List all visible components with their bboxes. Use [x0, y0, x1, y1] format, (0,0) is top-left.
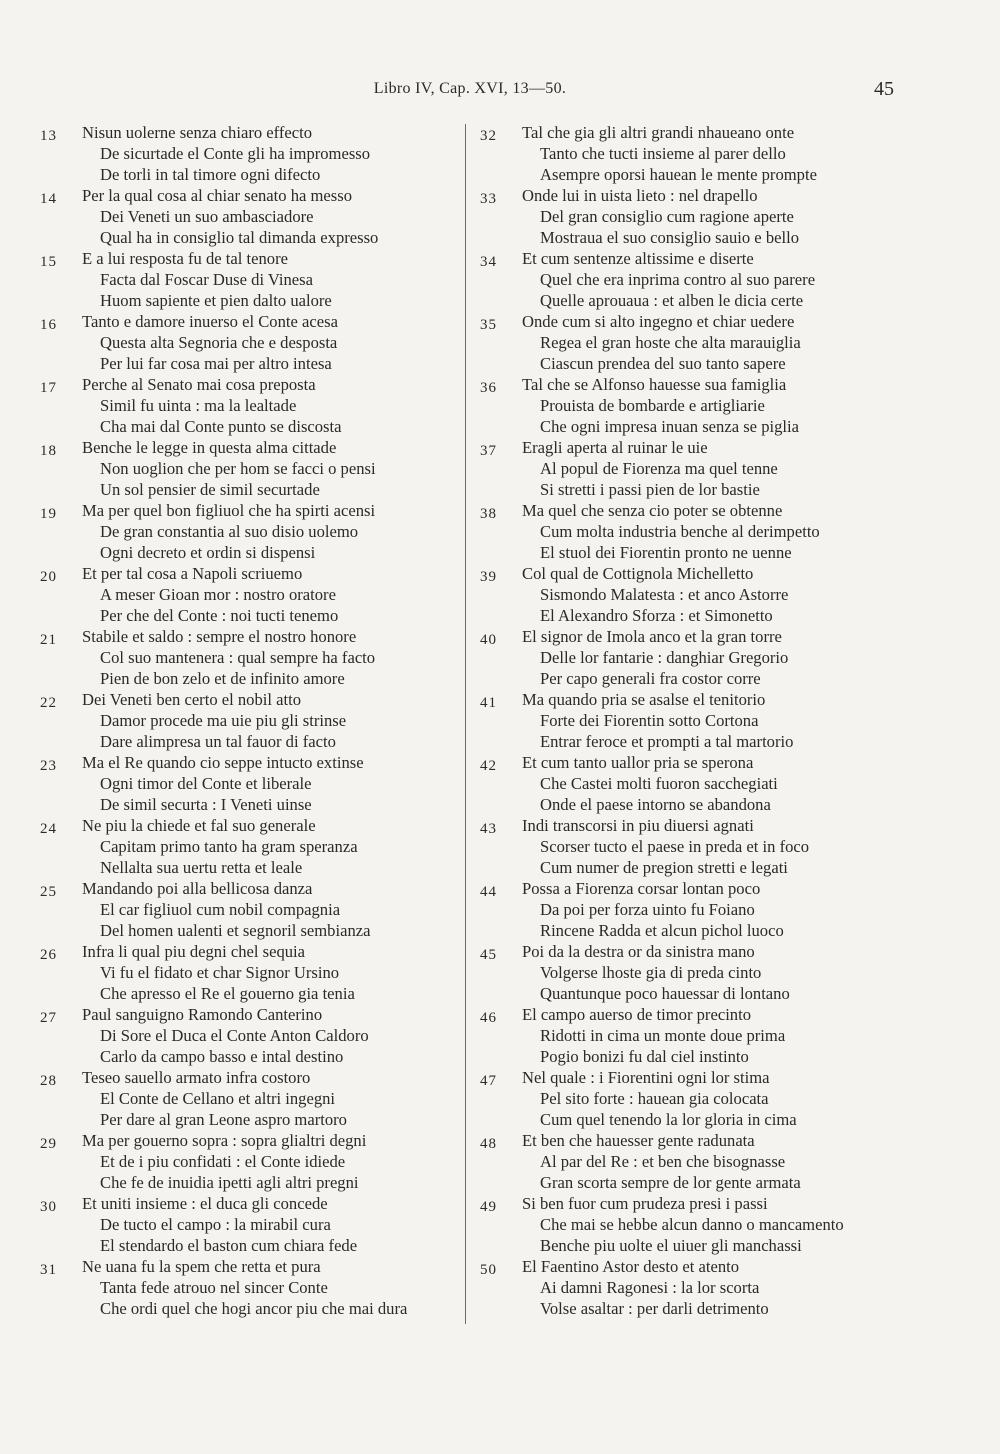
verse-line: Che ordi quel che hogi ancor piu che mai dura [100, 1299, 408, 1318]
verse-line: Tanta fede atrouo nel sincer Conte [100, 1278, 328, 1297]
stanza-number: 29 [40, 1136, 57, 1152]
verse-line: Cum quel tenendo la lor gloria in cima [540, 1110, 797, 1129]
verse-line: Tanto e damore inuerso el Conte acesa [82, 312, 338, 331]
verse-line: Simil fu uinta : ma la lealtade [100, 396, 297, 415]
stanza [40, 815, 460, 878]
stanza [480, 311, 900, 374]
stanza [480, 248, 900, 311]
running-title: Libro IV, Cap. XVI, 13—50. [373, 80, 567, 97]
stanza-number: 49 [480, 1199, 497, 1215]
verse-line: El car figliuol cum nobil compagnia [100, 900, 341, 919]
stanza [40, 437, 460, 500]
verse-line: El signor de Imola anco et la gran torre [522, 627, 782, 646]
stanza-number: 47 [480, 1073, 497, 1089]
stanza-number: 15 [40, 254, 57, 270]
stanza-number: 18 [40, 443, 57, 459]
stanza [40, 311, 460, 374]
stanza-number: 38 [480, 506, 497, 522]
stanza [40, 878, 460, 941]
verse-line: Dei Veneti un suo ambasciadore [100, 207, 314, 226]
stanza-number: 50 [480, 1262, 497, 1278]
verse-line: Dare alimpresa un tal fauor di facto [100, 732, 336, 751]
verse-line: Damor procede ma uie piu gli strinse [100, 711, 347, 730]
verse-line: Onde el paese intorno se abandona [540, 795, 771, 814]
verse-line: E a lui resposta fu de tal tenore [82, 249, 288, 268]
stanza [480, 122, 900, 185]
stanza-number: 43 [480, 821, 497, 837]
verse-line: Ma quando pria se asalse el tenitorio [522, 690, 766, 709]
verse-line: Ma el Re quando cio seppe intucto extinse [82, 753, 364, 772]
stanza [40, 626, 460, 689]
verse-line: Nellalta sua uertu retta et leale [100, 858, 303, 877]
verse-line: Nel quale : i Fiorentini ogni lor stima [522, 1068, 770, 1087]
verse-line: Ridotti in cima un monte doue prima [540, 1026, 786, 1045]
stanza-number: 23 [40, 758, 57, 774]
stanza [480, 941, 900, 1004]
verse-line: El Conte de Cellano et altri ingegni [100, 1089, 336, 1108]
verse-line: Asempre oporsi hauean le mente prompte [540, 165, 817, 184]
page-header [0, 78, 1000, 104]
verse-line: Ciascun prendea del suo tanto sapere [540, 354, 786, 373]
right-column [480, 122, 900, 1319]
stanza [480, 1130, 900, 1193]
verse-line: Per capo generali fra costor corre [540, 669, 761, 688]
stanza-number: 22 [40, 695, 57, 711]
verse-line: Huom sapiente et pien dalto ualore [100, 291, 332, 310]
stanza-number: 17 [40, 380, 57, 396]
stanza [480, 437, 900, 500]
stanza [40, 941, 460, 1004]
stanza [40, 1130, 460, 1193]
verse-line: Che apresso el Re el gouerno gia tenia [100, 984, 355, 1003]
verse-line: Sismondo Malatesta : et anco Astorre [540, 585, 789, 604]
verse-line: Capitam primo tanto ha gram speranza [100, 837, 358, 856]
verse-line: Da poi per forza uinto fu Foiano [540, 900, 755, 919]
stanza [480, 626, 900, 689]
verse-line: Mandando poi alla bellicosa danza [82, 879, 313, 898]
verse-line: Quelle aprouaua : et alben le dicia certe [540, 291, 804, 310]
verse-line: Ma per quel bon figliuol che ha spirti acensi [82, 501, 376, 520]
verse-line: Al par del Re : et ben che bisognasse [540, 1152, 786, 1171]
stanza-number: 25 [40, 884, 57, 900]
verse-line: Tal che gia gli altri grandi nhaueano onte [522, 123, 795, 142]
verse-line: Facta dal Foscar Duse di Vinesa [100, 270, 313, 289]
verse-line: Perche al Senato mai cosa preposta [82, 375, 316, 394]
left-column [40, 122, 460, 1319]
verse-line: Che Castei molti fuoron sacchegiati [540, 774, 778, 793]
verse-line: Pien de bon zelo et de infinito amore [100, 669, 345, 688]
verse-line: Si stretti i passi pien de lor bastie [540, 480, 760, 499]
verse-line: Vi fu el fidato et char Signor Ursino [100, 963, 340, 982]
verse-line: Et ben che hauesser gente radunata [522, 1131, 755, 1150]
verse-line: Ai damni Ragonesi : la lor scorta [540, 1278, 760, 1297]
verse-line: Regea el gran hoste che alta marauiglia [540, 333, 801, 352]
stanza [480, 374, 900, 437]
stanza [40, 248, 460, 311]
verse-line: Poi da la destra or da sinistra mano [522, 942, 755, 961]
stanza-number: 44 [480, 884, 497, 900]
stanza-number: 45 [480, 947, 497, 963]
stanza-number: 14 [40, 191, 57, 207]
stanza [40, 122, 460, 185]
verse-line: Paul sanguigno Ramondo Canterino [82, 1005, 323, 1024]
verse-line: Del gran consiglio cum ragione aperte [540, 207, 794, 226]
column-divider [465, 124, 466, 1324]
verse-line: Ogni decreto et ordin si dispensi [100, 543, 316, 562]
stanza-number: 32 [480, 128, 497, 144]
verse-line: Pogio bonizi fu dal ciel instinto [540, 1047, 749, 1066]
verse-line: Cum numer de pregion stretti e legati [540, 858, 788, 877]
verse-line: De gran constantia al suo disio uolemo [100, 522, 359, 541]
verse-line: De sicurtade el Conte gli ha impromesso [100, 144, 371, 163]
verse-line: Eragli aperta al ruinar le uie [522, 438, 708, 457]
verse-line: Che fe de inuidia ipetti agli altri pregni [100, 1173, 359, 1192]
verse-line: A meser Gioan mor : nostro oratore [100, 585, 336, 604]
verse-line: Carlo da campo basso e intal destino [100, 1047, 344, 1066]
stanza-number: 34 [480, 254, 497, 270]
stanza [40, 689, 460, 752]
verse-line: Et de i piu confidati : el Conte idiede [100, 1152, 346, 1171]
verse-line: Per la qual cosa al chiar senato ha messo [82, 186, 353, 205]
stanza-number: 33 [480, 191, 497, 207]
verse-line: Un sol pensier de simil securtade [100, 480, 320, 499]
verse-line: Onde cum si alto ingegno et chiar uedere [522, 312, 795, 331]
verse-line: Benche piu uolte el uiuer gli manchassi [540, 1236, 802, 1255]
verse-line: Ma per gouerno sopra : sopra glialtri degni [82, 1131, 367, 1150]
verse-line: Per che del Conte : noi tucti tenemo [100, 606, 339, 625]
verse-line: Ne piu la chiede et fal suo generale [82, 816, 316, 835]
stanza [480, 563, 900, 626]
stanza [480, 500, 900, 563]
verse-line: El stuol dei Fiorentin pronto ne uenne [540, 543, 792, 562]
verse-line: Et uniti insieme : el duca gli concede [82, 1194, 328, 1213]
verse-line: Col qual de Cottignola Michelletto [522, 564, 754, 583]
stanza-number: 35 [480, 317, 497, 333]
stanza [480, 1256, 900, 1319]
stanza [480, 185, 900, 248]
stanza-number: 27 [40, 1010, 57, 1026]
stanza-number: 19 [40, 506, 57, 522]
verse-line: Del homen ualenti et segnoril sembianza [100, 921, 371, 940]
verse-line: Qual ha in consiglio tal dimanda expresso [100, 228, 379, 247]
stanza [40, 1193, 460, 1256]
verse-line: Per lui far cosa mai per altro intesa [100, 354, 332, 373]
stanza [40, 500, 460, 563]
stanza [40, 563, 460, 626]
stanza [480, 1067, 900, 1130]
verse-line: Pel sito forte : hauean gia colocata [540, 1089, 769, 1108]
verse-line: Cha mai dal Conte punto se discosta [100, 417, 342, 436]
stanza [40, 374, 460, 437]
verse-line: El campo auerso de timor precinto [522, 1005, 752, 1024]
verse-line: Nisun uolerne senza chiaro effecto [82, 123, 313, 142]
verse-line: Delle lor fantarie : danghiar Gregorio [540, 648, 789, 667]
stanza [40, 185, 460, 248]
verse-line: Tal che se Alfonso hauesse sua famiglia [522, 375, 787, 394]
verse-line: Stabile et saldo : sempre el nostro honore [82, 627, 357, 646]
verse-line: Forte dei Fiorentin sotto Cortona [540, 711, 759, 730]
stanza-number: 13 [40, 128, 57, 144]
stanza-number: 26 [40, 947, 57, 963]
stanza-number: 24 [40, 821, 57, 837]
stanza [40, 1067, 460, 1130]
verse-line: Indi transcorsi in piu diuersi agnati [522, 816, 754, 835]
stanza [40, 1256, 460, 1319]
verse-line: Che ogni impresa inuan senza se piglia [540, 417, 799, 436]
stanza-number: 36 [480, 380, 497, 396]
stanza [480, 689, 900, 752]
stanza-number: 21 [40, 632, 57, 648]
verse-line: Ogni timor del Conte et liberale [100, 774, 312, 793]
verse-line: Questa alta Segnoria che e desposta [100, 333, 338, 352]
verse-line: Et per tal cosa a Napoli scriuemo [82, 564, 303, 583]
stanza [40, 752, 460, 815]
stanza-number: 16 [40, 317, 57, 333]
stanza-number: 28 [40, 1073, 57, 1089]
verse-line: Volgerse lhoste gia di preda cinto [540, 963, 762, 982]
stanza-number: 46 [480, 1010, 497, 1026]
stanza-number: 48 [480, 1136, 497, 1152]
verse-line: Possa a Fiorenza corsar lontan poco [522, 879, 761, 898]
verse-line: Al popul de Fiorenza ma quel tenne [540, 459, 778, 478]
verse-line: Quantunque poco hauessar di lontano [540, 984, 790, 1003]
verse-line: Gran scorta sempre de lor gente armata [540, 1173, 801, 1192]
stanza [480, 1004, 900, 1067]
verse-line: Che mai se hebbe alcun danno o mancamento [540, 1215, 844, 1234]
verse-line: Ne uana fu la spem che retta et pura [82, 1257, 321, 1276]
verse-line: De torli in tal timore ogni difecto [100, 165, 321, 184]
verse-line: El Alexandro Sforza : et Simonetto [540, 606, 773, 625]
verse-line: Cum molta industria benche al derimpetto [540, 522, 820, 541]
verse-line: Scorser tucto el paese in preda et in foco [540, 837, 810, 856]
verse-line: Ma quel che senza cio poter se obtenne [522, 501, 783, 520]
verse-line: Entrar feroce et prompti a tal martorio [540, 732, 794, 751]
verse-line: Col suo mantenera : qual sempre ha facto [100, 648, 376, 667]
verse-line: El Faentino Astor desto et atento [522, 1257, 740, 1276]
verse-line: De simil securta : I Veneti uinse [100, 795, 312, 814]
verse-line: Quel che era inprima contro al suo parere [540, 270, 816, 289]
stanza-number: 20 [40, 569, 57, 585]
stanza [480, 1193, 900, 1256]
verse-line: Si ben fuor cum prudeza presi i passi [522, 1194, 768, 1213]
stanza-number: 39 [480, 569, 497, 585]
verse-line: Onde lui in uista lieto : nel drapello [522, 186, 758, 205]
stanza [480, 815, 900, 878]
verse-line: El stendardo el baston cum chiara fede [100, 1236, 358, 1255]
verse-line: Dei Veneti ben certo el nobil atto [82, 690, 302, 709]
verse-line: Et cum sentenze altissime e diserte [522, 249, 754, 268]
stanza [480, 752, 900, 815]
stanza-number: 41 [480, 695, 497, 711]
verse-line: Et cum tanto uallor pria se sperona [522, 753, 754, 772]
verse-line: Tanto che tucti insieme al parer dello [540, 144, 786, 163]
verse-line: Volse asaltar : per darli detrimento [540, 1299, 769, 1318]
verse-line: Infra li qual piu degni chel sequia [82, 942, 306, 961]
verse-line: Mostraua el suo consiglio sauio e bello [540, 228, 800, 247]
stanza-number: 37 [480, 443, 497, 459]
stanza-number: 42 [480, 758, 497, 774]
verse-line: Rincene Radda et alcun pichol luoco [540, 921, 784, 940]
verse-line: Prouista de bombarde e artigliarie [540, 396, 765, 415]
verse-line: Di Sore el Duca el Conte Anton Caldoro [100, 1026, 369, 1045]
page-number: 45 [874, 78, 894, 100]
stanza-number: 30 [40, 1199, 57, 1215]
verse-line: Non uoglion che per hom se facci o pensi [100, 459, 376, 478]
verse-line: Teseo sauello armato infra costoro [82, 1068, 311, 1087]
verse-line: Per dare al gran Leone aspro martoro [100, 1110, 347, 1129]
verse-line: Benche le legge in questa alma cittade [82, 438, 337, 457]
stanza-number: 40 [480, 632, 497, 648]
stanza [480, 878, 900, 941]
stanza-number: 31 [40, 1262, 57, 1278]
verse-line: De tucto el campo : la mirabil cura [100, 1215, 331, 1234]
stanza [40, 1004, 460, 1067]
